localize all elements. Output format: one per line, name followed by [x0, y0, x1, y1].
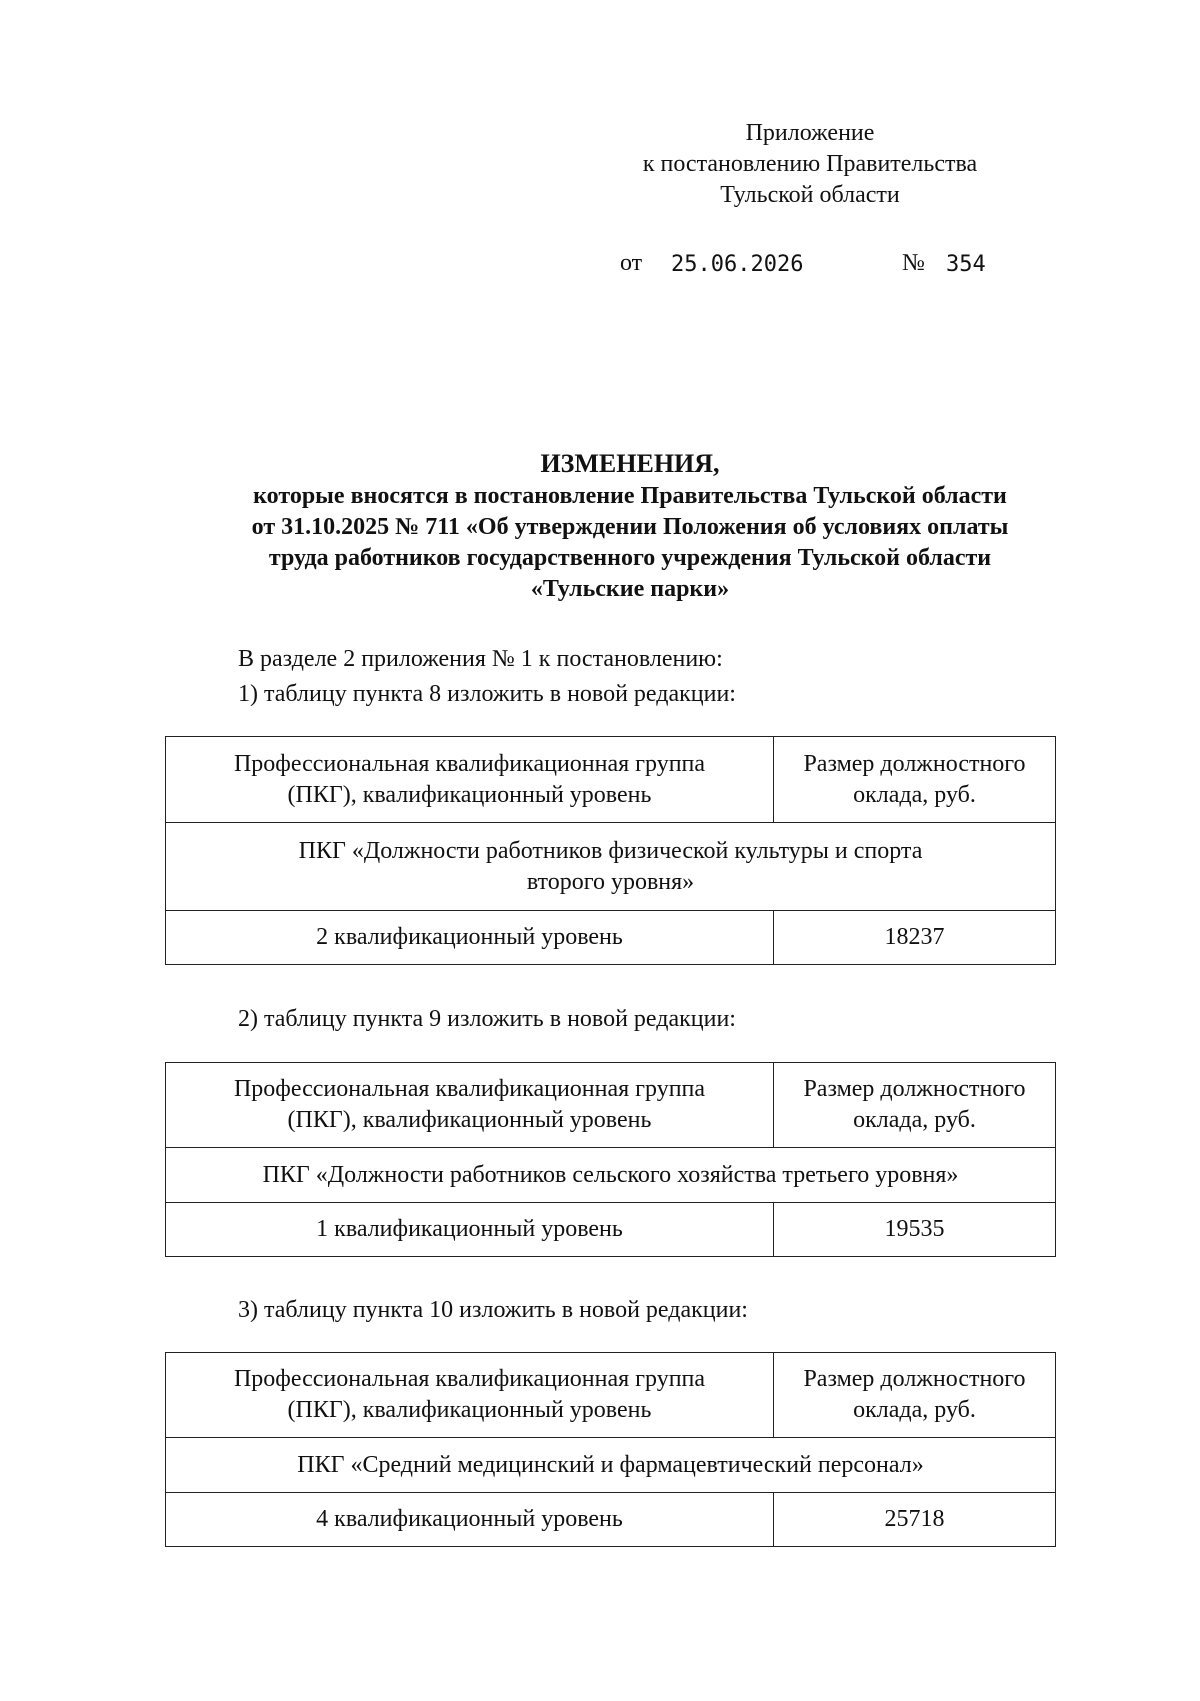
appendix-line: к постановлению Правительства: [642, 151, 978, 177]
group-text: ПКГ «Должности работников сельского хозяйства третьего уровня»: [262, 1161, 959, 1188]
title-line: от 31.10.2025 № 711 «Об утверждении Положения об условиях оплаты: [251, 514, 1009, 540]
table-row: [166, 911, 1056, 965]
level-cell: 4 квалификационный уровень: [166, 1493, 774, 1547]
registration-date: 25.06.2026: [671, 252, 804, 277]
registration-number: 354: [946, 252, 986, 277]
salary-table-3: [165, 1352, 1056, 1547]
header-cell-group: [166, 737, 774, 823]
table-header-row: [166, 1063, 1056, 1148]
header-text: (ПКГ), квалификационный уровень: [287, 1107, 652, 1133]
header-text: (ПКГ), квалификационный уровень: [287, 781, 652, 808]
group-cell: [166, 1148, 1056, 1203]
salary-table-1: [165, 736, 1056, 965]
header-cell-group: [166, 1063, 774, 1148]
header-cell-salary: [774, 737, 1056, 823]
group-row: [166, 823, 1056, 911]
registration-line: [620, 250, 1020, 282]
header-text: Размер должностного: [803, 1076, 1026, 1102]
appendix-line: Приложение: [745, 120, 875, 146]
item-paragraph-3: 3) таблицу пункта 10 изложить в новой редакции:: [238, 1297, 748, 1323]
header-text: Размер должностного: [803, 750, 1026, 777]
header-text: (ПКГ), квалификационный уровень: [287, 1397, 652, 1423]
table-row: [166, 1493, 1056, 1547]
salary-cell: 18237: [774, 911, 1056, 965]
group-text: ПКГ «Должности работников физической культуры и спорта: [298, 837, 923, 864]
number-label: №: [902, 250, 925, 276]
header-text: Профессиональная квалификационная группа: [233, 750, 706, 777]
appendix-block: [600, 118, 1020, 211]
table-header-row: [166, 737, 1056, 823]
table-header-row: [166, 1353, 1056, 1438]
salary-table-2: [165, 1062, 1056, 1257]
intro-paragraph: В разделе 2 приложения № 1 к постановлению:: [238, 646, 723, 672]
group-text: второго уровня»: [526, 868, 695, 895]
header-text: оклада, руб.: [853, 1107, 976, 1133]
group-row: [166, 1148, 1056, 1203]
header-cell-group: [166, 1353, 774, 1438]
title-heading: ИЗМЕНЕНИЯ,: [540, 449, 720, 478]
header-text: Профессиональная квалификационная группа: [233, 1366, 706, 1392]
salary-cell: 25718: [774, 1493, 1056, 1547]
from-label: от: [620, 250, 643, 276]
header-cell-salary: [774, 1353, 1056, 1438]
level-cell: 2 квалификационный уровень: [166, 911, 774, 965]
header-text: Профессиональная квалификационная группа: [233, 1076, 706, 1102]
group-row: [166, 1438, 1056, 1493]
salary-cell: 19535: [774, 1203, 1056, 1257]
group-cell: [166, 823, 1056, 911]
group-cell: [166, 1438, 1056, 1493]
title-line: «Тульские парки»: [530, 576, 730, 602]
title-line: которые вносятся в постановление Правительства Тульской области: [253, 483, 1007, 509]
document-title: [160, 447, 1100, 605]
table-row: [166, 1203, 1056, 1257]
header-text: Размер должностного: [803, 1366, 1026, 1392]
header-text: оклада, руб.: [853, 1397, 976, 1423]
title-line: труда работников государственного учреждения Тульской области: [268, 545, 992, 571]
header-cell-salary: [774, 1063, 1056, 1148]
appendix-line: Тульской области: [720, 182, 900, 208]
item-paragraph-2: 2) таблицу пункта 9 изложить в новой редакции:: [238, 1006, 736, 1032]
group-text: ПКГ «Средний медицинский и фармацевтический персонал»: [297, 1451, 924, 1478]
header-text: оклада, руб.: [853, 781, 976, 808]
level-cell: 1 квалификационный уровень: [166, 1203, 774, 1257]
item-paragraph-1: 1) таблицу пункта 8 изложить в новой редакции:: [238, 681, 736, 707]
